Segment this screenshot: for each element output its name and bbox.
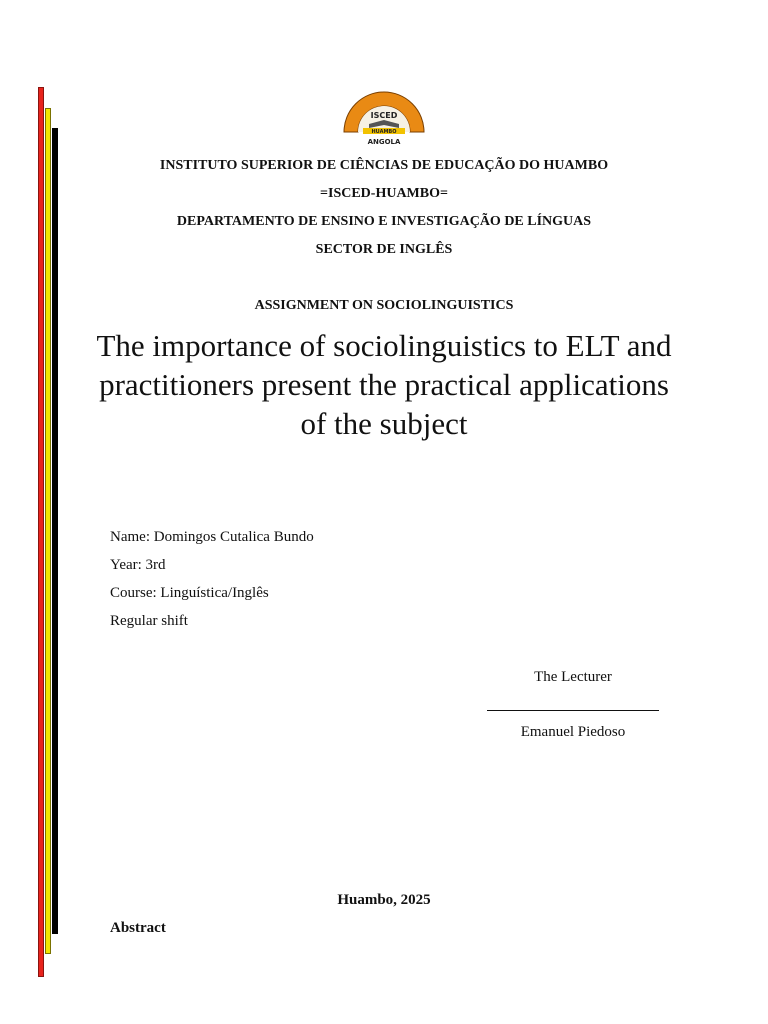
isced-logo bbox=[339, 86, 429, 146]
lecturer-label: The Lecturer bbox=[534, 669, 612, 685]
student-name: Name: Domingos Cutalica Bundo bbox=[110, 529, 314, 545]
logo-center-text: ISCED bbox=[370, 111, 398, 120]
assignment-label: ASSIGNMENT ON SOCIOLINGUISTICS bbox=[254, 298, 514, 313]
lecturer-name: Emanuel Piedoso bbox=[520, 724, 626, 740]
institution-acronym: =ISCED-HUAMBO= bbox=[320, 186, 448, 201]
sector-name: SECTOR DE INGLÊS bbox=[315, 242, 453, 257]
student-shift: Regular shift bbox=[110, 613, 188, 629]
logo-city-text: HUAMBO bbox=[371, 129, 397, 135]
student-course: Course: Linguística/Inglês bbox=[110, 585, 269, 601]
place-date: Huambo, 2025 bbox=[337, 892, 431, 908]
abstract-heading: Abstract bbox=[110, 920, 166, 936]
institution-name: INSTITUTO SUPERIOR DE CIÊNCIAS DE EDUCAÇÃO DO HUAMBO bbox=[159, 158, 609, 173]
department-name: DEPARTAMENTO DE ENSINO E INVESTIGAÇÃO DE LÍNGUAS bbox=[176, 214, 592, 229]
document-title: The importance of sociolinguistics to ELT and practitioners present the practical applications of the subject bbox=[96, 328, 672, 441]
border-stripe-yellow bbox=[45, 108, 51, 954]
signature-line bbox=[487, 710, 659, 711]
student-year: Year: 3rd bbox=[110, 557, 166, 573]
logo-country-text: ANGOLA bbox=[367, 138, 401, 146]
